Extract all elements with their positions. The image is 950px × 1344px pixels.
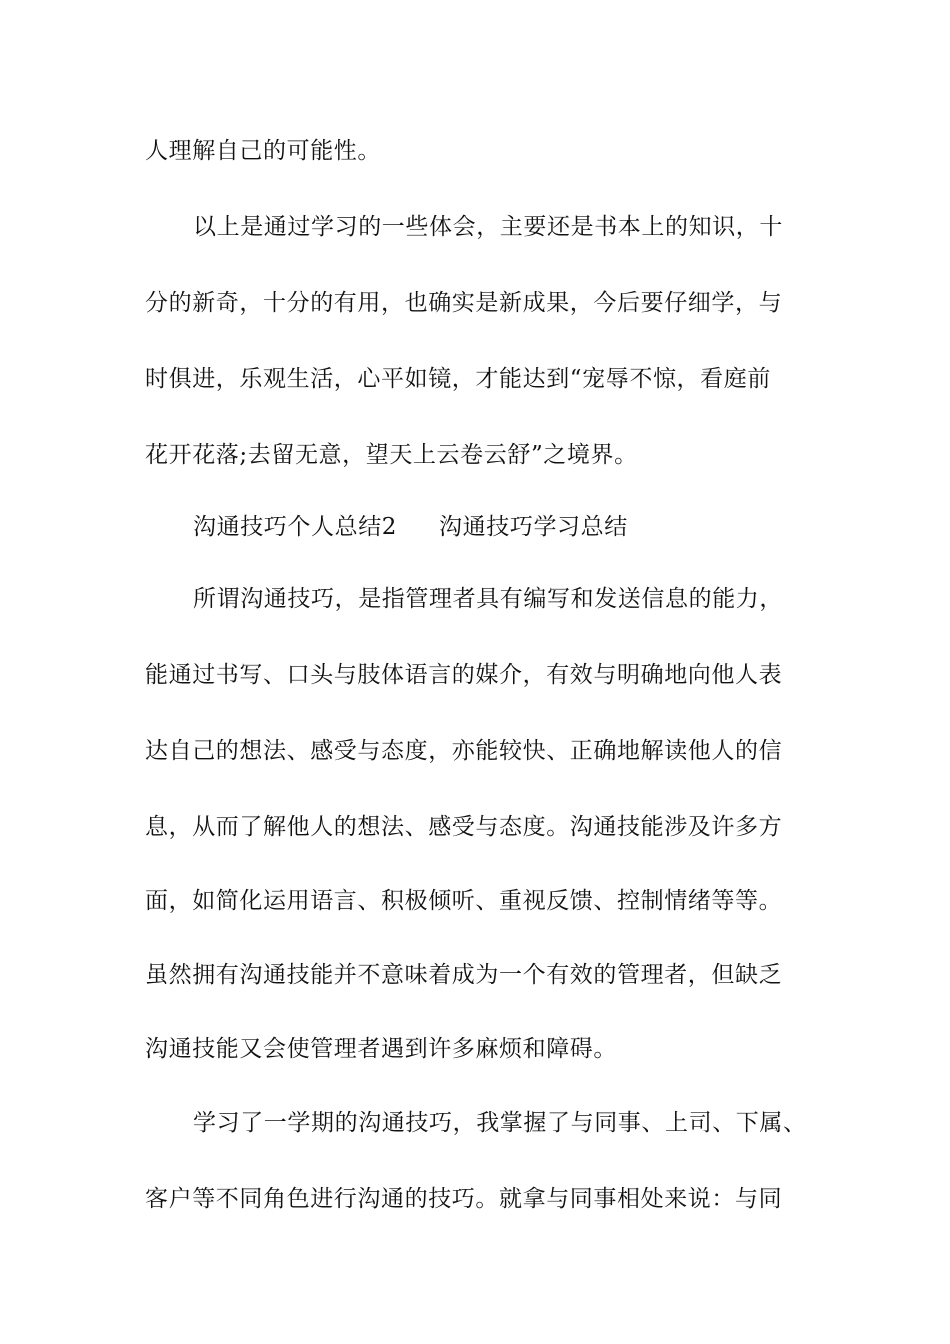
- paragraph-line: 分的新奇，十分的有用，也确实是新成果，今后要仔细学，与: [145, 290, 783, 316]
- paragraph-line: 达自己的想法、感受与态度，亦能较快、正确地解读他人的信: [145, 738, 783, 764]
- paragraph-line: 能通过书写、口头与肢体语言的媒介，有效与明确地向他人表: [145, 662, 783, 688]
- paragraph-line: 客户等不同角色进行沟通的技巧。就拿与同事相处来说：与同: [145, 1186, 783, 1212]
- paragraph-line: 人理解自己的可能性。: [145, 138, 381, 164]
- paragraph-line: 虽然拥有沟通技能并不意味着成为一个有效的管理者，但缺乏: [145, 962, 783, 988]
- paragraph-line: 以上是通过学习的一些体会，主要还是书本上的知识，十: [193, 214, 783, 240]
- heading-number-title: 沟通技巧个人总结2: [193, 514, 398, 540]
- paragraph-line: 息，从而了解他人的想法、感受与态度。沟通技能涉及许多方: [145, 814, 783, 840]
- paragraph-line: 花开花落;去留无意，望天上云卷云舒”之境界。: [145, 442, 638, 468]
- section-heading: [193, 512, 628, 542]
- paragraph-line: 沟通技能又会使管理者遇到许多麻烦和障碍。: [145, 1036, 617, 1062]
- heading-subtitle: 沟通技巧学习总结: [439, 514, 628, 540]
- paragraph-line: 学习了一学期的沟通技巧，我掌握了与同事、上司、下属、: [193, 1110, 807, 1136]
- paragraph-line: 时俱进，乐观生活，心平如镜，才能达到“宠辱不惊，看庭前: [145, 366, 771, 392]
- paragraph-line: 面，如简化运用语言、积极倾听、重视反馈、控制情绪等等。: [145, 888, 783, 914]
- paragraph-line: 所谓沟通技巧，是指管理者具有编写和发送信息的能力，: [193, 586, 783, 612]
